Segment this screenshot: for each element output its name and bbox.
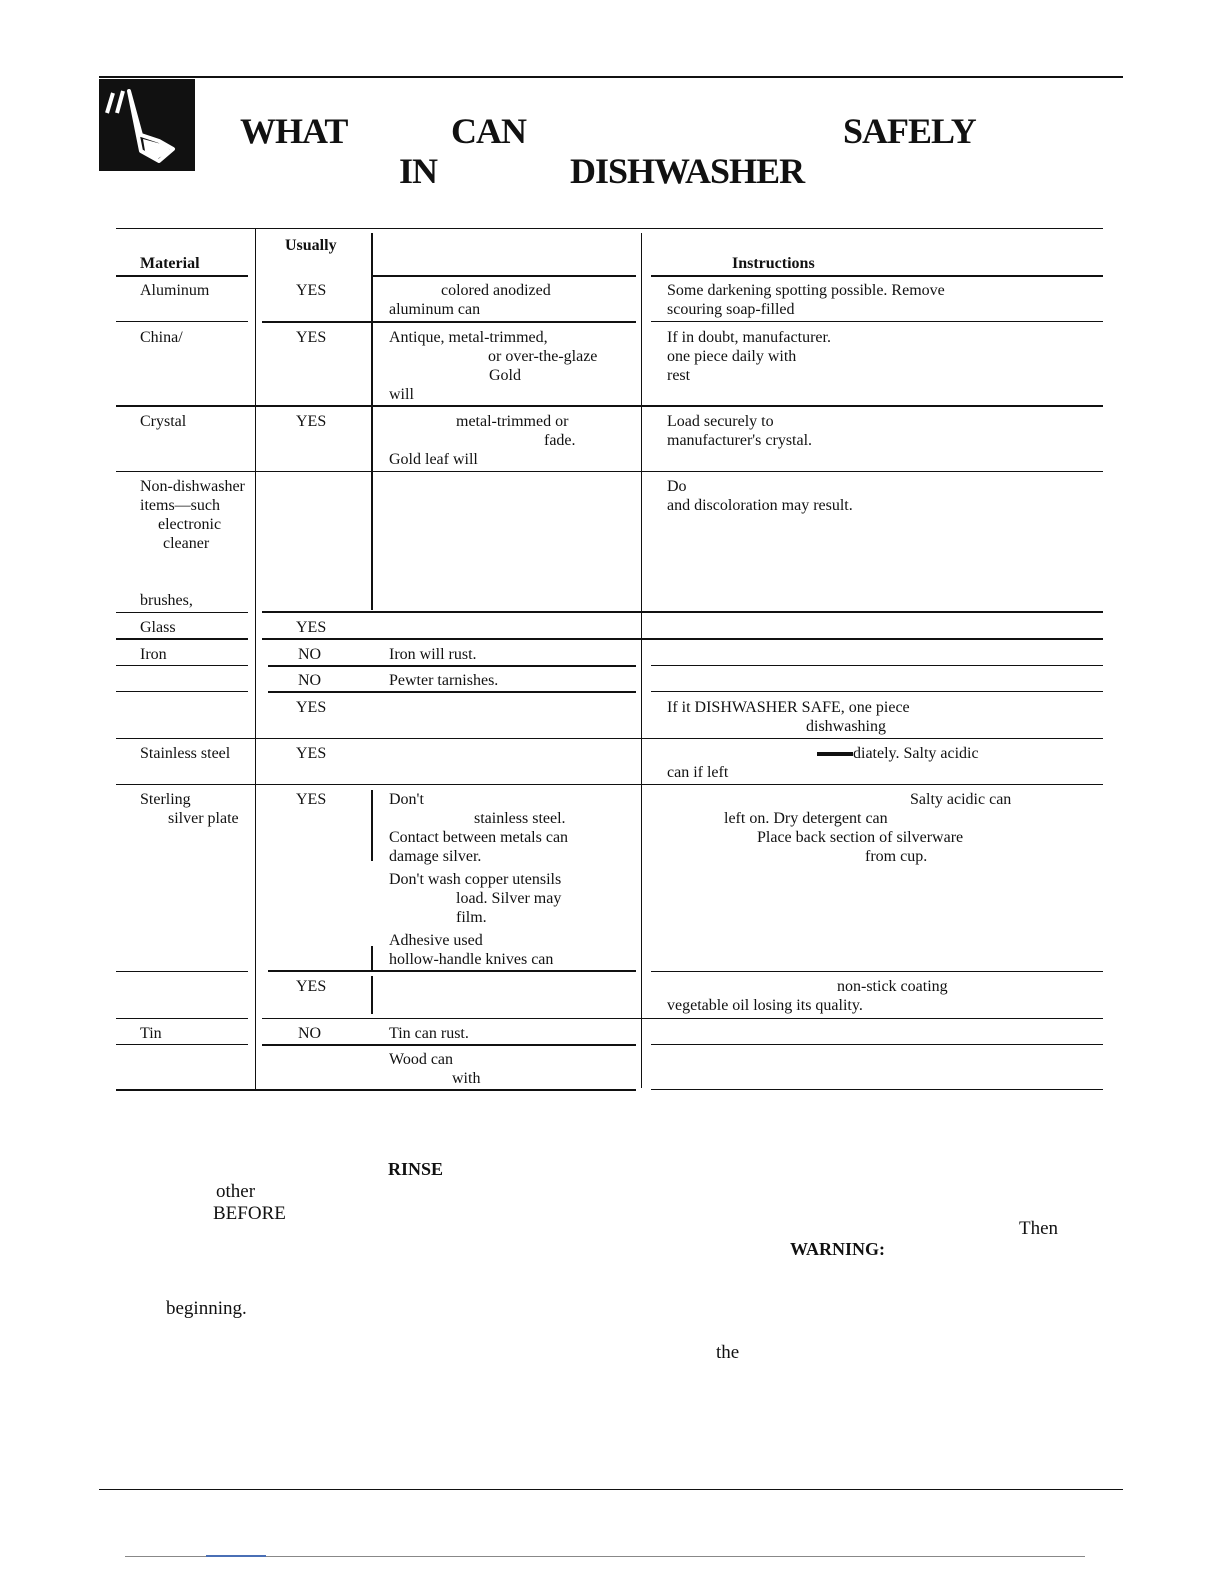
instructions-aluminum-1: Some darkening spotting possible. Remove — [667, 282, 945, 299]
usually-glass: YES — [296, 619, 327, 636]
usually-stainless: YES — [296, 745, 327, 762]
notes-sterling-1: Don't — [389, 791, 424, 808]
instructions-crystal-1: Load securely to — [667, 413, 774, 430]
notes-wood-2: with — [452, 1070, 481, 1087]
usually-nonstick: YES — [296, 978, 327, 995]
before-word: BEFORE — [213, 1203, 286, 1224]
material-non-dishwasher-5: brushes, — [140, 592, 193, 609]
instructions-sterling-1: Salty acidic can — [910, 791, 1012, 808]
material-crystal: Crystal — [140, 413, 187, 430]
instructions-sterling-3: Place back section of silverware — [757, 829, 964, 846]
then-word: Then — [1019, 1218, 1059, 1239]
notes-china-2: or over-the-glaze — [488, 348, 598, 365]
usually-crystal: YES — [296, 413, 327, 430]
instructions-crystal-2: manufacturer's crystal. — [667, 432, 813, 449]
instructions-nonstick-2: vegetable oil losing its quality. — [667, 997, 863, 1014]
instructions-nonstick-1: non-stick coating — [837, 978, 948, 995]
warning-word: WARNING: — [790, 1239, 886, 1259]
material-china: China/ — [140, 329, 183, 346]
footer-rule — [125, 1556, 1085, 1557]
the-word: the — [716, 1342, 740, 1363]
material-non-dishwasher-3: electronic — [158, 516, 222, 533]
usually-plastics: YES — [296, 699, 327, 716]
material-glass: Glass — [140, 619, 176, 636]
notes-crystal-3: Gold leaf will — [389, 451, 478, 468]
title-safely: SAFELY — [843, 111, 976, 151]
header-instructions: Instructions — [732, 255, 815, 272]
material-non-dishwasher-4: cleaner — [163, 535, 210, 552]
header-material: Material — [140, 255, 200, 272]
instructions-china-1: If in doubt, manufacturer. — [667, 329, 831, 346]
notes-china-4: will — [389, 386, 414, 403]
notes-china-1: Antique, metal-trimmed, — [389, 329, 548, 346]
material-non-dishwasher-2: items—such — [140, 497, 220, 514]
instructions-china-3: rest — [667, 367, 691, 384]
header-usually: Usually — [285, 237, 337, 254]
notes-crystal-2: fade. — [544, 432, 576, 449]
instructions-stainless-2: can if left — [667, 764, 729, 781]
usually-china: YES — [296, 329, 327, 346]
footer-rule-accent — [206, 1555, 266, 1557]
rinse-word: RINSE — [388, 1159, 444, 1179]
instructions-plastics-2: dishwashing — [806, 718, 886, 735]
notes-sterling-5: Don't wash copper utensils — [389, 871, 562, 888]
notes-aluminum-2: aluminum can — [389, 301, 481, 318]
material-sterling-1: Sterling — [140, 791, 191, 808]
usually-aluminum: YES — [296, 282, 327, 299]
material-tin: Tin — [140, 1025, 162, 1042]
instructions-non-dishwasher-1: Do — [667, 478, 687, 495]
material-aluminum: Aluminum — [140, 282, 210, 299]
instructions-stainless-1: diately. Salty acidic — [853, 745, 979, 762]
usually-sterling: YES — [296, 791, 327, 808]
notes-wood-1: Wood can — [389, 1051, 454, 1068]
title-what: WHAT — [240, 111, 348, 151]
hand-pressing-button-icon — [99, 79, 195, 171]
notes-sterling-3: Contact between metals can — [389, 829, 569, 846]
notes-sterling-7: film. — [456, 909, 487, 926]
instructions-sterling-2: left on. Dry detergent can — [724, 810, 888, 827]
material-sterling-2: silver plate — [168, 810, 239, 827]
notes-pewter: Pewter tarnishes. — [389, 672, 499, 689]
material-stainless: Stainless steel — [140, 745, 231, 762]
notes-sterling-9: hollow-handle knives can — [389, 951, 554, 968]
instructions-plastics-1: If it DISHWASHER SAFE, one piece — [667, 699, 910, 716]
title-in: IN — [399, 151, 438, 191]
redaction-bar — [817, 752, 853, 756]
instructions-china-2: one piece daily with — [667, 348, 797, 365]
usually-iron: NO — [298, 646, 322, 663]
notes-tin: Tin can rust. — [389, 1025, 469, 1042]
notes-sterling-2: stainless steel. — [474, 810, 566, 827]
title-dishwasher: DISHWASHER — [570, 151, 805, 191]
notes-aluminum-1: colored anodized — [441, 282, 551, 299]
notes-sterling-8: Adhesive used — [389, 932, 483, 949]
notes-sterling-4: damage silver. — [389, 848, 482, 865]
usually-tin: NO — [298, 1025, 322, 1042]
instructions-non-dishwasher-2: and discoloration may result. — [667, 497, 853, 514]
bottom-rule — [99, 1489, 1123, 1490]
title-can: CAN — [451, 111, 526, 151]
top-rule — [99, 76, 1123, 78]
material-iron: Iron — [140, 646, 167, 663]
notes-china-3: Gold — [489, 367, 521, 384]
material-non-dishwasher-1: Non-dishwasher — [140, 478, 245, 495]
notes-crystal-1: metal-trimmed or — [456, 413, 569, 430]
notes-iron: Iron will rust. — [389, 646, 477, 663]
other-word: other — [216, 1181, 256, 1202]
instructions-sterling-4: from cup. — [865, 848, 928, 865]
usually-pewter: NO — [298, 672, 322, 689]
instructions-aluminum-2: scouring soap-filled — [667, 301, 795, 318]
notes-sterling-6: load. Silver may — [456, 890, 562, 907]
beginning-word: beginning. — [166, 1298, 247, 1319]
